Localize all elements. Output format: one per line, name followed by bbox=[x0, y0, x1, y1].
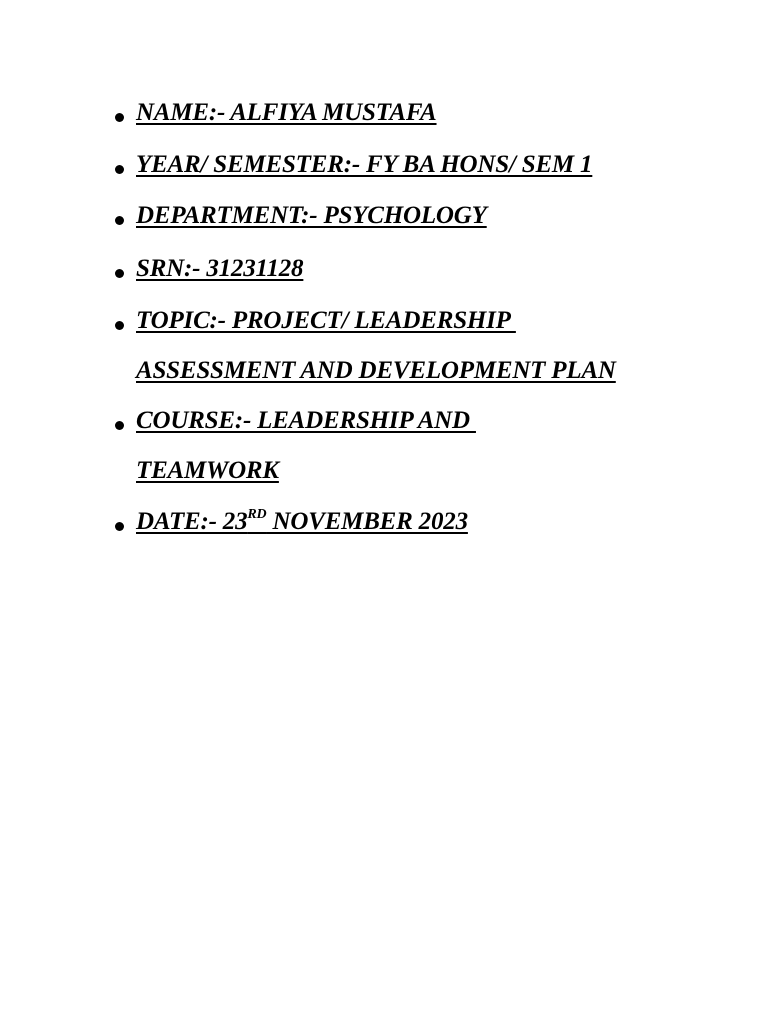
bullet-icon bbox=[115, 421, 124, 430]
topic-text-line-2: ASSESSMENT AND DEVELOPMENT PLAN bbox=[136, 357, 616, 384]
bullet-icon bbox=[115, 113, 124, 122]
topic-text-line-1: TOPIC:- PROJECT/ LEADERSHIP bbox=[136, 307, 516, 334]
bullet-icon bbox=[115, 165, 124, 174]
year-semester-text: YEAR/ SEMESTER:- FY BA HONS/ SEM 1 bbox=[136, 151, 593, 178]
bullet-icon bbox=[115, 321, 124, 330]
list-item-srn bbox=[0, 253, 768, 293]
date-prefix: DATE:- 23 bbox=[136, 508, 248, 535]
srn-text: SRN:- 31231128 bbox=[136, 255, 304, 282]
list-item-course bbox=[0, 405, 768, 495]
list-item-year-semester bbox=[0, 149, 768, 189]
list-item-date bbox=[0, 506, 768, 546]
course-text-line-2: TEAMWORK bbox=[136, 457, 279, 484]
name-text: NAME:- ALFIYA MUSTAFA bbox=[136, 99, 437, 126]
course-text-line-1: COURSE:- LEADERSHIP AND bbox=[136, 407, 476, 434]
department-text: DEPARTMENT:- PSYCHOLOGY bbox=[136, 202, 487, 229]
date-ordinal-suffix: RD bbox=[247, 506, 267, 522]
bullet-icon bbox=[115, 522, 124, 531]
bullet-icon bbox=[115, 216, 124, 225]
date-suffix: NOVEMBER 2023 bbox=[266, 508, 468, 535]
date-text bbox=[136, 507, 468, 537]
list-item-topic bbox=[0, 305, 768, 395]
bullet-icon bbox=[115, 269, 124, 278]
list-item-name bbox=[0, 97, 768, 137]
list-item-department bbox=[0, 200, 768, 240]
